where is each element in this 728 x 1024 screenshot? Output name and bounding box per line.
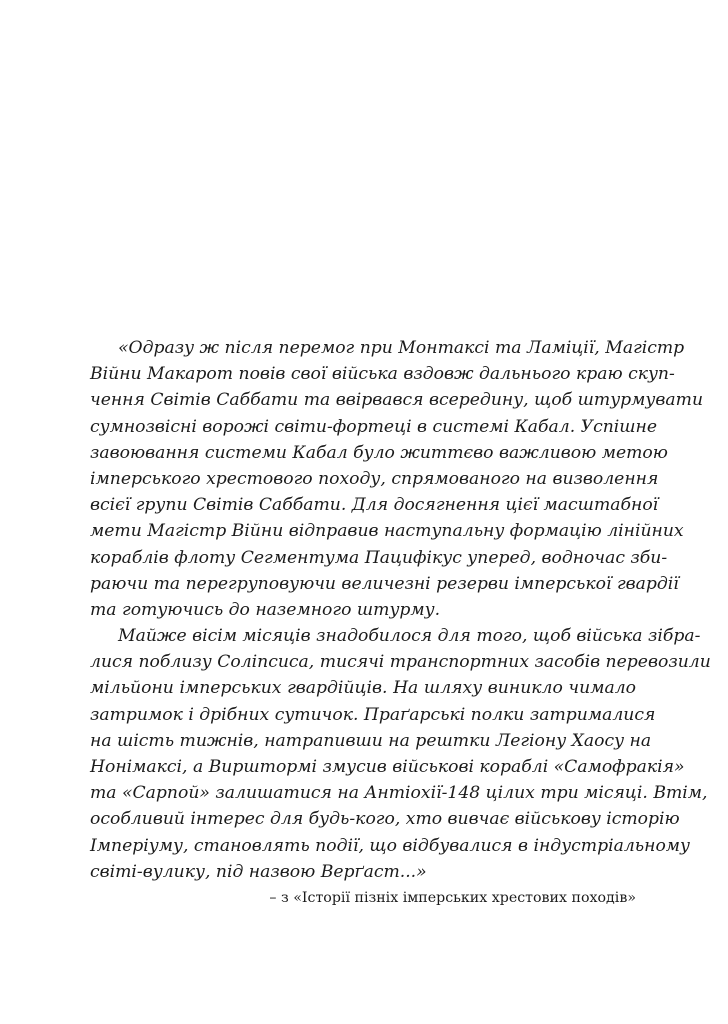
quote-line: Війни Макарот повів свої війська вздовж дальнього краю скуп- (90, 364, 675, 385)
quote-line: сумнозвісні ворожі світи-фортеці в системі Кабал. Успішне (90, 416, 658, 437)
quote-paragraph-2 (90, 623, 711, 885)
quote-line: раючи та перегруповуючи величезні резерви імперської гвардії (90, 573, 679, 594)
quote-line: імперського хрестового походу, спрямованого на визволення (90, 468, 659, 489)
quote-line: чення Світів Саббати та ввірвався всередину, щоб штурмувати (90, 390, 704, 411)
quote-paragraph-1 (90, 335, 704, 623)
quote-line: та готуючись до наземного штурму. (90, 599, 441, 620)
quote-line: завоювання системи Кабал було життєво важливою метою (90, 442, 668, 463)
quote-line: затримок і дрібних сутичок. Праґарські полки затрималися (90, 704, 656, 725)
quote-line: світі-вулику, під назвою Верґаст...» (90, 861, 427, 882)
quote-line: «Одразу ж після перемог при Монтаксі та Ламіції, Магістр (118, 338, 685, 358)
quote-line: та «Сарпой» залишатися на Антіохії-148 цілих три місяці. Втім, (90, 783, 708, 804)
quote-line: лися поблизу Соліпсиса, тисячі транспортних засобів перевозили (90, 652, 711, 673)
quote-line: кораблів флоту Сегментума Пацифікус уперед, водночас зби- (90, 547, 668, 568)
quote-line: мети Магістр Війни відправив наступальну формацію лінійних (90, 521, 684, 542)
quote-line: особливий інтерес для будь-кого, хто вивчає військову історію (90, 809, 680, 830)
quote-line: Нонімаксі, а Вирштормі змусив військові кораблі «Самофракія» (90, 757, 685, 777)
quote-line: на шість тижнів, натрапивши на рештки Легіону Хаосу на (90, 730, 652, 751)
quote-line: мільйони імперських гвардійців. На шляху виникло чимало (90, 678, 636, 699)
quote-line: Майже вісім місяців знадобилося для того, щоб війська зібра- (118, 626, 701, 647)
quote-attribution: – з «Історії пізніх імперських хрестових походів» (269, 889, 636, 906)
quote-line: Імперіуму, становлять події, що відбувалися в індустріальному (90, 835, 691, 856)
epigraph-quote (90, 335, 711, 911)
quote-line: всієї групи Світів Саббати. Для досягнення цієї масштабної (90, 495, 659, 516)
